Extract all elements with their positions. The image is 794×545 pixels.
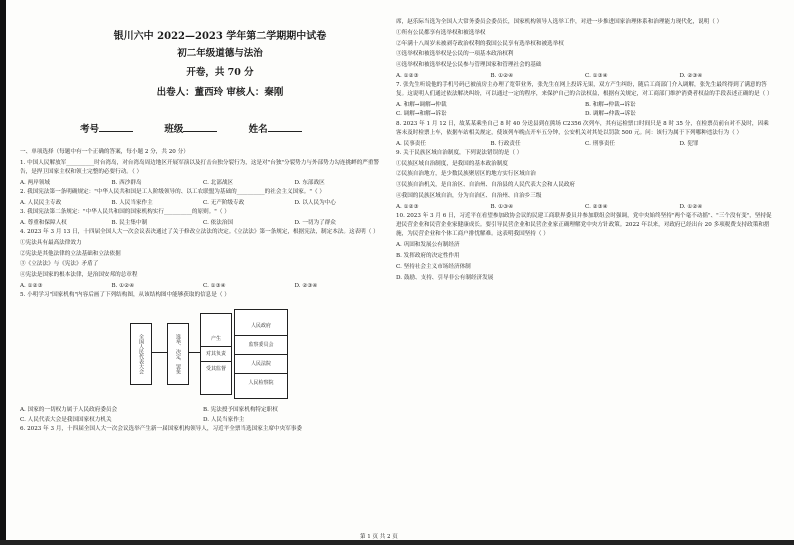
option: D. 以人民为中心 bbox=[294, 199, 336, 206]
option: C. ①③④ bbox=[203, 282, 226, 289]
option: B. 人民当家作主 bbox=[111, 199, 153, 206]
options-row bbox=[20, 219, 386, 228]
option: A. 和解→调解→仲裁 bbox=[396, 102, 447, 109]
option: B. ①②④ bbox=[490, 72, 514, 79]
diagram-target: 人民政府 bbox=[235, 317, 287, 336]
diagram-action-box: 选举、决定、罢免 bbox=[167, 323, 189, 385]
id-field-label: 考号 bbox=[80, 124, 100, 135]
option: B. 发挥政府的决定性作用 bbox=[396, 252, 460, 259]
statement-item: ③选举权和被选举权是公民的一项基本政治权利 bbox=[396, 51, 514, 58]
option: A. 国家的一切权力属于人民政府委员会 bbox=[20, 407, 118, 414]
statement-item: ②年满十八周岁未被剥夺政治权利的我国公民享有选举权和被选举权 bbox=[396, 40, 564, 47]
state-organs-diagram bbox=[130, 303, 300, 403]
option: D. ②③④ bbox=[294, 282, 318, 289]
option: B. ①③④ bbox=[490, 203, 514, 210]
question-5: 5. 小明学习"国家机构"内容后画了下列结构图，从该结构图中能够获取的信息是（ ） bbox=[20, 292, 230, 299]
option: D. 人民当家作主 bbox=[203, 416, 245, 423]
option: C. 调解→和解→诉讼 bbox=[396, 111, 447, 118]
question-4: 4. 2023 年 3 月 13 日，十四届全国人大一次会议表决通过了关于修改立法法的决定。《立法法》第一条规定，根据宪法，制定本法。这表明（ ） bbox=[20, 229, 379, 235]
diagram-arrow bbox=[188, 352, 200, 353]
option: B. 和解→仲裁→诉讼 bbox=[585, 102, 636, 109]
option: A. ①②③ bbox=[396, 72, 419, 79]
statement-item: ①民族区域自治制度，是我国的基本政治制度 bbox=[396, 160, 508, 167]
option: D. 东部战区 bbox=[294, 179, 325, 186]
statement-item: ②宪法是其他法律的立法基础和立法依据 bbox=[20, 250, 121, 257]
statement-item: ②民族自治地方，是少数民族聚居区的地方实行区域自治 bbox=[396, 171, 536, 178]
statement-item: ①宪法具有最高法律效力 bbox=[20, 239, 82, 246]
question-7: 7. 张先生听说他的手机号码已被前房主办理了宽带业务，张先生在网上投诉无果，双方产生纠纷，随后工商部门介入调解，张先生最终得到了满意的答复。这说明人们通过依法解决纠纷，可以通过一定的程序，来保护自己的合法权益，根据有关规定，对工商部门维护消费者权益的手段表述正确的是（ ） bbox=[396, 82, 773, 98]
option: C. 刑事责任 bbox=[585, 140, 616, 147]
question-6-continued: 席，赵乐际当选为全国人大常务委员会委员长，国家机构领导人选举工作，对进一步推进国家治理体系和治理能力现代化，说明（ ） bbox=[396, 19, 723, 25]
option: B. 宪法授予国家机构特定职权 bbox=[203, 407, 278, 414]
statement-item: ③《立法法》与《宪法》矛盾了 bbox=[20, 261, 99, 268]
option: A. 两岸领域 bbox=[20, 179, 50, 186]
id-field-label: 班级 bbox=[164, 124, 184, 135]
diagram-relation-box bbox=[200, 313, 232, 395]
option: B. ①②④ bbox=[111, 282, 135, 289]
options-row bbox=[396, 140, 774, 149]
statement-item: ③民族自治机关，是自治区、自治州、自治县的人民代表大会和人民政府 bbox=[396, 182, 576, 189]
id-field-label: 姓名 bbox=[248, 124, 268, 135]
options-row bbox=[20, 199, 386, 208]
question-9: 9. 关于民族区域自治制度，下列说法错误的是（ ） bbox=[396, 149, 523, 156]
option: B. 民主集中制 bbox=[111, 219, 148, 226]
options-row bbox=[396, 110, 774, 119]
statement-item: ④我国的民族区域自治，分为自治区、自治州、自治乡三级 bbox=[396, 192, 542, 199]
statement-item: ④宪法是国家的根本法律，是治国安邦的总章程 bbox=[20, 272, 138, 279]
option: C. ②③④ bbox=[585, 203, 608, 210]
page-number: 第 1 页 共 2 页 bbox=[360, 534, 398, 540]
diagram-target: 人民检察院 bbox=[248, 379, 274, 386]
exam-authors: 出卷人：董西玲 审核人：秦刚 bbox=[156, 87, 284, 98]
id-field-blank[interactable] bbox=[183, 122, 217, 132]
exam-subtitle: 初二年级道德与法治 bbox=[177, 48, 263, 59]
diagram-relation: 对其负责 bbox=[201, 347, 231, 362]
option: C. 无产阶级专政 bbox=[203, 199, 245, 206]
option: D. ②③④ bbox=[679, 72, 703, 79]
right-column bbox=[396, 18, 774, 284]
left-column bbox=[20, 148, 386, 436]
id-fields-row bbox=[80, 121, 330, 135]
question-8: 8. 2023 年 1 月 12 日，故某某乘坐自己 8 时 40 分送县到在熊场 C2356 次列车，其有运检票口时间只是 8 时 35 分，在检票员前台对不及时，因乘客未及时检票上车，依据车站相关规定，使该列车晚点开车五分钟，公安机关对其处以罚款 500 元。问：该行为属于下列哪种违法行为（ ） bbox=[396, 120, 769, 136]
diagram-relation: 受其监督 bbox=[205, 366, 226, 373]
option: D. 鼓励、支持、引导非公有制经济发展 bbox=[396, 274, 494, 281]
option: C. 坚持社会主义市场经济体制 bbox=[396, 263, 471, 270]
options-row bbox=[20, 282, 386, 291]
option: A. 民事责任 bbox=[396, 140, 426, 147]
exam-info: 开卷，共 70 分 bbox=[186, 67, 254, 78]
options-row bbox=[20, 406, 386, 415]
diagram-relation: 产生 bbox=[201, 332, 231, 347]
diagram-target: 监察委员会 bbox=[235, 336, 287, 355]
diagram-arrow bbox=[151, 352, 167, 353]
option: D. 一切为了群众 bbox=[294, 219, 336, 226]
question-2: 2. 我国宪法第一条明确规定："中华人民共和国是工人阶级领导的、以工农联盟为基础的__________的社会主义国家。"（ ） bbox=[20, 189, 325, 195]
id-field-blank[interactable] bbox=[99, 122, 133, 132]
option: C. ①③④ bbox=[585, 72, 608, 79]
exam-title: 银川六中 2022—2023 学年第二学期期中试卷 bbox=[113, 31, 327, 42]
option: A. ①②③ bbox=[20, 282, 43, 289]
option: A. ①②③ bbox=[396, 203, 419, 210]
option: B. 西沙群岛 bbox=[111, 179, 142, 186]
options-row bbox=[20, 179, 386, 188]
option: D. ①②④ bbox=[679, 203, 703, 210]
option: C. 依法治国 bbox=[203, 219, 234, 226]
option: A. 巩固和发展公有制经济 bbox=[396, 242, 460, 249]
section-heading: 一、单项选择（每题中有一个正确的答案，每小题 2 分，共 20 分） bbox=[20, 149, 189, 155]
diagram-npc-box: 全国人民代表大会 bbox=[130, 323, 152, 385]
question-3: 3. 我国宪法第二条规定："中华人民共和国的国家机构实行__________的原则。"（ ） bbox=[20, 209, 230, 215]
question-10: 10. 2023 年 3 月 6 日，习近平在看望参加政协会议的民建工商联界委员并参加联组会时强调，党中央始终坚持"两个毫不动摇"、"三个没有变"，坚持促进民营企业和民营企业家健康成长。要引导民营企业和民营企业家正确理解党中央方针政策。2022 年以来，对政府已经出台 20 多项税费支持政策和措施，为民营企业和个体工商户排忧解难。这表明我国坚持（ ） bbox=[396, 212, 772, 238]
options-row bbox=[396, 72, 774, 81]
diagram-target: 人民法院 bbox=[235, 355, 287, 374]
option: D. 调解→仲裁→诉讼 bbox=[585, 111, 636, 118]
option: C. 人民代表大会是我国国家权力机关 bbox=[20, 416, 112, 423]
scan-edge-shadow bbox=[0, 0, 6, 545]
diagram-targets-box bbox=[234, 309, 288, 399]
question-1: 1. 中国人民解放军__________时台湾岛，对台湾岛周边地区开展军演以及打击台独分裂行为，这是对"台独"分裂势力与外部势力勾连挑衅的严重警告，是捍卫国家主权和领土完整的必要行动。（ ） bbox=[20, 159, 380, 175]
options-row bbox=[20, 416, 386, 425]
scan-bottom-shadow bbox=[0, 540, 794, 545]
option: A. 人民民主专政 bbox=[20, 199, 62, 206]
options-row bbox=[396, 101, 774, 110]
options-row bbox=[396, 203, 774, 212]
option: D. 犯罪 bbox=[679, 140, 699, 147]
option: C. 北部战区 bbox=[203, 179, 234, 186]
statement-item: ④选举权和被选举权是公民参与管理国家和管理社会的基础 bbox=[396, 62, 542, 69]
option: B. 行政责任 bbox=[490, 140, 521, 147]
question-6: 6. 2023 年 3 月，十四届全国人大一次会议选举产生新一届国家机构领导人，习近平全票当选国家主席中央军事委 bbox=[20, 425, 302, 432]
option: A. 尊重和保障人权 bbox=[20, 219, 67, 226]
id-field-blank[interactable] bbox=[268, 122, 302, 132]
statement-item: ①所有公民都享有选举权和被选举权 bbox=[396, 29, 486, 36]
